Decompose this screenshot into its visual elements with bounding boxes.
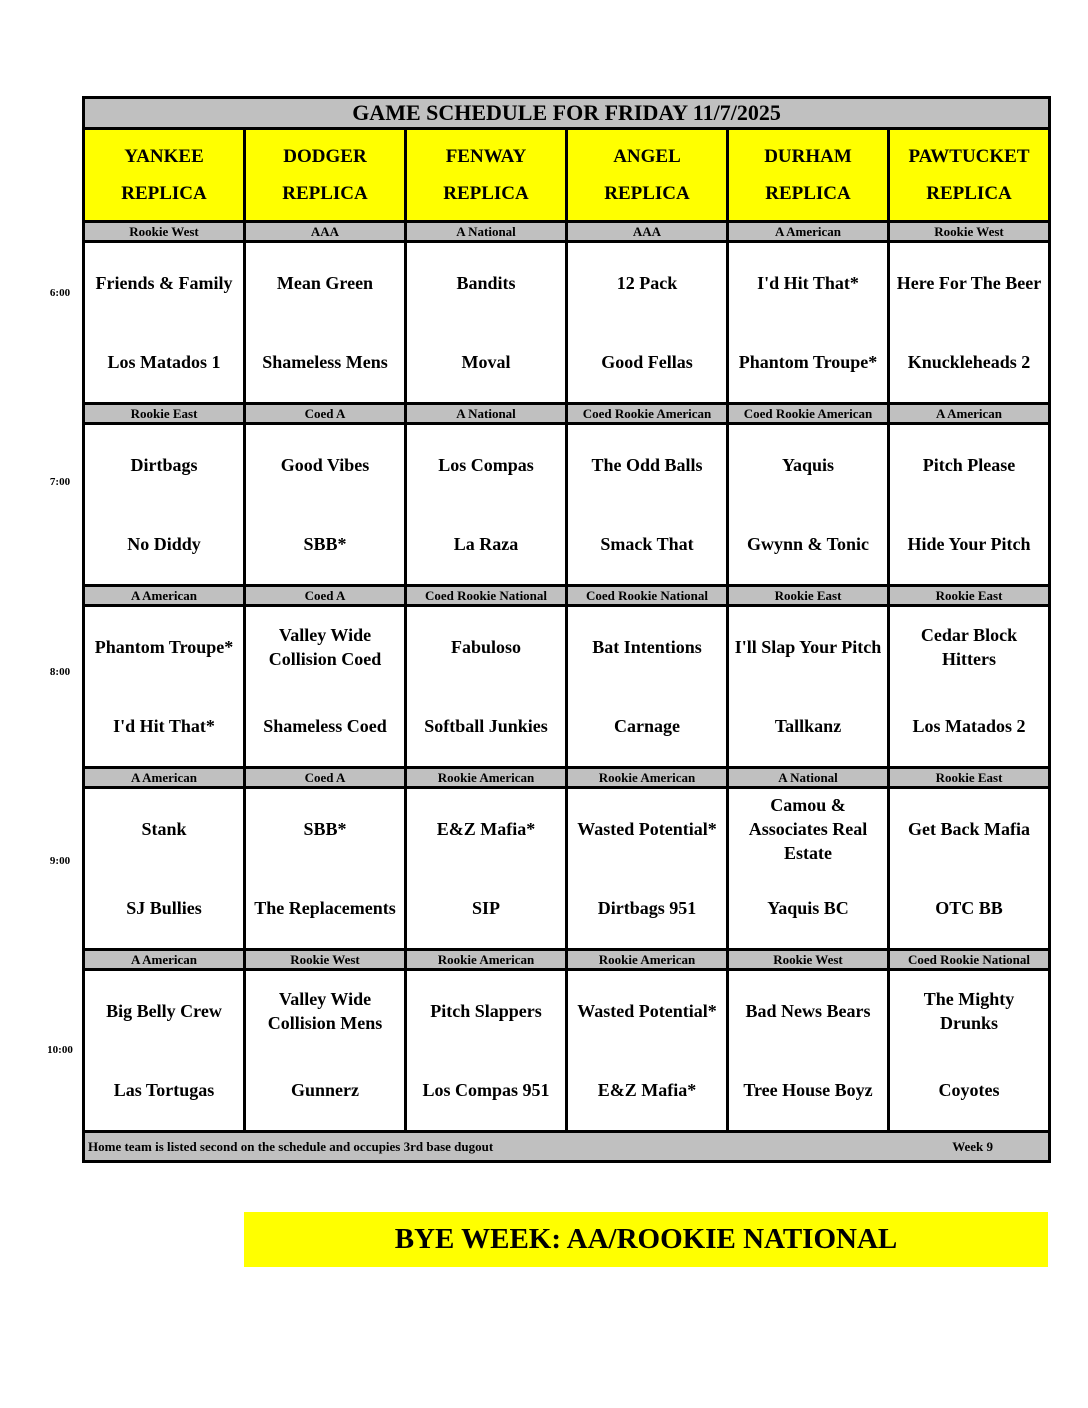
game-cell — [84, 242, 245, 404]
away-team: The Odd Balls — [591, 454, 703, 475]
game-cell — [889, 606, 1050, 768]
away-team: Pitch Please — [922, 454, 1016, 475]
home-team: Yaquis BC — [767, 898, 849, 919]
home-team: No Diddy — [127, 534, 201, 555]
division-label: A American — [84, 586, 245, 606]
division-label: AAA — [245, 222, 406, 242]
home-team: Tree House Boyz — [743, 1080, 873, 1101]
away-team: Get Back Mafia — [908, 818, 1030, 839]
field-header — [406, 129, 567, 222]
away-team: Cedar Block Hitters — [920, 624, 1018, 669]
division-row — [84, 586, 1050, 606]
division-label: Rookie West — [728, 950, 889, 970]
home-team: Gwynn & Tonic — [746, 534, 870, 555]
division-label: Coed A — [245, 768, 406, 788]
away-team: Stank — [141, 818, 187, 839]
home-team: SBB* — [303, 534, 347, 555]
away-team: Valley Wide Collision Coed — [268, 624, 382, 669]
division-label: Coed Rookie American — [567, 404, 728, 424]
game-cell — [728, 970, 889, 1132]
schedule-table — [82, 96, 1051, 1163]
home-team: Los Matados 2 — [912, 716, 1026, 737]
field-subtitle: REPLICA — [926, 183, 1012, 204]
field-header — [889, 129, 1050, 222]
home-team: Hide Your Pitch — [907, 534, 1031, 555]
division-label: Rookie American — [406, 768, 567, 788]
division-row — [84, 768, 1050, 788]
home-team: Shameless Mens — [262, 352, 388, 373]
field-header — [84, 129, 245, 222]
time-label: 10:00 — [47, 1044, 73, 1056]
division-label: Rookie American — [567, 950, 728, 970]
home-team: Softball Junkies — [424, 716, 548, 737]
away-team: Valley Wide Collision Mens — [267, 988, 383, 1033]
division-label: Coed A — [245, 586, 406, 606]
away-team: Los Compas — [438, 454, 534, 475]
bye-week-banner: BYE WEEK: AA/ROOKIE NATIONAL — [244, 1212, 1048, 1267]
game-row — [84, 970, 1050, 1132]
field-name: DODGER — [283, 146, 367, 167]
division-label: Rookie West — [84, 222, 245, 242]
home-team: Los Matados 1 — [107, 352, 221, 373]
division-label: Rookie West — [245, 950, 406, 970]
game-cell — [889, 970, 1050, 1132]
footer-row — [84, 1132, 1050, 1162]
away-team: SBB* — [303, 818, 347, 839]
division-label: Rookie American — [406, 950, 567, 970]
field-header — [728, 129, 889, 222]
division-label: A American — [889, 404, 1050, 424]
division-label: A National — [406, 222, 567, 242]
game-cell — [245, 606, 406, 768]
home-team: Smack That — [600, 534, 694, 555]
division-label: Rookie West — [889, 222, 1050, 242]
away-team: Dirtbags — [130, 454, 198, 475]
game-cell — [889, 242, 1050, 404]
away-team: I'd Hit That* — [757, 272, 859, 293]
division-label: Coed Rookie American — [728, 404, 889, 424]
away-team: Wasted Potential* — [577, 1000, 717, 1021]
division-label: A National — [406, 404, 567, 424]
game-cell — [84, 606, 245, 768]
home-team: Los Compas 951 — [422, 1080, 550, 1101]
field-subtitle: REPLICA — [282, 183, 368, 204]
division-label: Coed Rookie National — [889, 950, 1050, 970]
home-team: I'd Hit That* — [113, 716, 215, 737]
division-label: Rookie East — [889, 586, 1050, 606]
time-label: 7:00 — [49, 476, 71, 488]
game-cell — [567, 606, 728, 768]
schedule-title: GAME SCHEDULE FOR FRIDAY 11/7/2025 — [84, 98, 1050, 129]
game-cell — [889, 424, 1050, 586]
home-team: Gunnerz — [290, 1080, 359, 1101]
home-team: Carnage — [614, 716, 680, 737]
game-cell — [728, 606, 889, 768]
division-label: Rookie East — [889, 768, 1050, 788]
division-label: A American — [84, 950, 245, 970]
field-name: PAWTUCKET — [908, 146, 1030, 167]
field-name: DURHAM — [764, 146, 852, 167]
game-cell — [406, 788, 567, 950]
division-label: Coed A — [245, 404, 406, 424]
field-name: FENWAY — [445, 146, 527, 167]
division-label: AAA — [567, 222, 728, 242]
game-cell — [406, 242, 567, 404]
away-team: Yaquis — [781, 454, 835, 475]
field-subtitle: REPLICA — [604, 183, 690, 204]
field-subtitle: REPLICA — [443, 183, 529, 204]
game-cell — [567, 788, 728, 950]
away-team: E&Z Mafia* — [436, 818, 536, 839]
home-team: Dirtbags 951 — [597, 898, 697, 919]
home-team: E&Z Mafia* — [597, 1080, 697, 1101]
field-name: ANGEL — [613, 146, 681, 167]
game-cell — [728, 424, 889, 586]
game-cell — [728, 242, 889, 404]
game-cell — [406, 424, 567, 586]
field-header — [567, 129, 728, 222]
time-label: 6:00 — [49, 287, 71, 299]
away-team: Pitch Slappers — [430, 1000, 542, 1021]
time-label: 9:00 — [49, 855, 71, 867]
home-team: Coyotes — [938, 1080, 1000, 1101]
away-team: Camou & Associates Real Estate — [748, 794, 868, 863]
game-row — [84, 242, 1050, 404]
division-label: Coed Rookie National — [567, 586, 728, 606]
game-cell — [406, 606, 567, 768]
game-cell — [567, 424, 728, 586]
away-team: Bat Intentions — [592, 636, 702, 657]
field-name: YANKEE — [124, 146, 204, 167]
away-team: Mean Green — [276, 272, 374, 293]
home-team: The Replacements — [254, 898, 396, 919]
game-row — [84, 606, 1050, 768]
home-team: Moval — [461, 352, 511, 373]
home-team: OTC BB — [935, 898, 1003, 919]
division-label: Coed Rookie National — [406, 586, 567, 606]
game-cell — [84, 424, 245, 586]
game-cell — [567, 970, 728, 1132]
field-header — [245, 129, 406, 222]
game-cell — [84, 970, 245, 1132]
away-team: Phantom Troupe* — [94, 636, 234, 657]
week-label: Week 9 — [952, 1138, 994, 1154]
game-cell — [245, 242, 406, 404]
game-cell — [245, 788, 406, 950]
division-label: Rookie East — [728, 586, 889, 606]
division-row — [84, 950, 1050, 970]
away-team: Friends & Family — [95, 272, 233, 293]
away-team: The Mighty Drunks — [923, 988, 1015, 1033]
home-team: Tallkanz — [774, 716, 842, 737]
game-cell — [406, 970, 567, 1132]
game-cell — [567, 242, 728, 404]
home-team: Shameless Coed — [263, 716, 387, 737]
division-label: A American — [84, 768, 245, 788]
division-row — [84, 222, 1050, 242]
game-row — [84, 788, 1050, 950]
field-subtitle: REPLICA — [765, 183, 851, 204]
away-team: Bad News Bears — [745, 1000, 871, 1021]
home-team: La Raza — [453, 534, 519, 555]
away-team: Here For The Beer — [896, 272, 1042, 293]
division-label: A American — [728, 222, 889, 242]
division-label: Rookie East — [84, 404, 245, 424]
away-team: Big Belly Crew — [106, 1000, 222, 1021]
home-team: Las Tortugas — [113, 1080, 215, 1101]
game-row — [84, 424, 1050, 586]
home-team: SJ Bullies — [126, 898, 202, 919]
footer-note: Home team is listed second on the schedule and occupies 3rd base dugout — [88, 1138, 494, 1154]
away-team: 12 Pack — [616, 272, 678, 293]
division-label: A National — [728, 768, 889, 788]
time-label: 8:00 — [49, 666, 71, 678]
game-cell — [245, 970, 406, 1132]
away-team: Fabuloso — [450, 636, 522, 657]
home-team: Knuckleheads 2 — [907, 352, 1031, 373]
away-team: I'll Slap Your Pitch — [734, 636, 882, 657]
game-cell — [728, 788, 889, 950]
home-team: SIP — [471, 898, 500, 919]
away-team: Wasted Potential* — [577, 818, 717, 839]
game-cell — [245, 424, 406, 586]
away-team: Good Vibes — [280, 454, 370, 475]
division-label: Rookie American — [567, 768, 728, 788]
home-team: Phantom Troupe* — [738, 352, 878, 373]
game-cell — [889, 788, 1050, 950]
field-subtitle: REPLICA — [121, 183, 207, 204]
game-cell — [84, 788, 245, 950]
away-team: Bandits — [456, 272, 516, 293]
division-row — [84, 404, 1050, 424]
home-team: Good Fellas — [601, 352, 693, 373]
